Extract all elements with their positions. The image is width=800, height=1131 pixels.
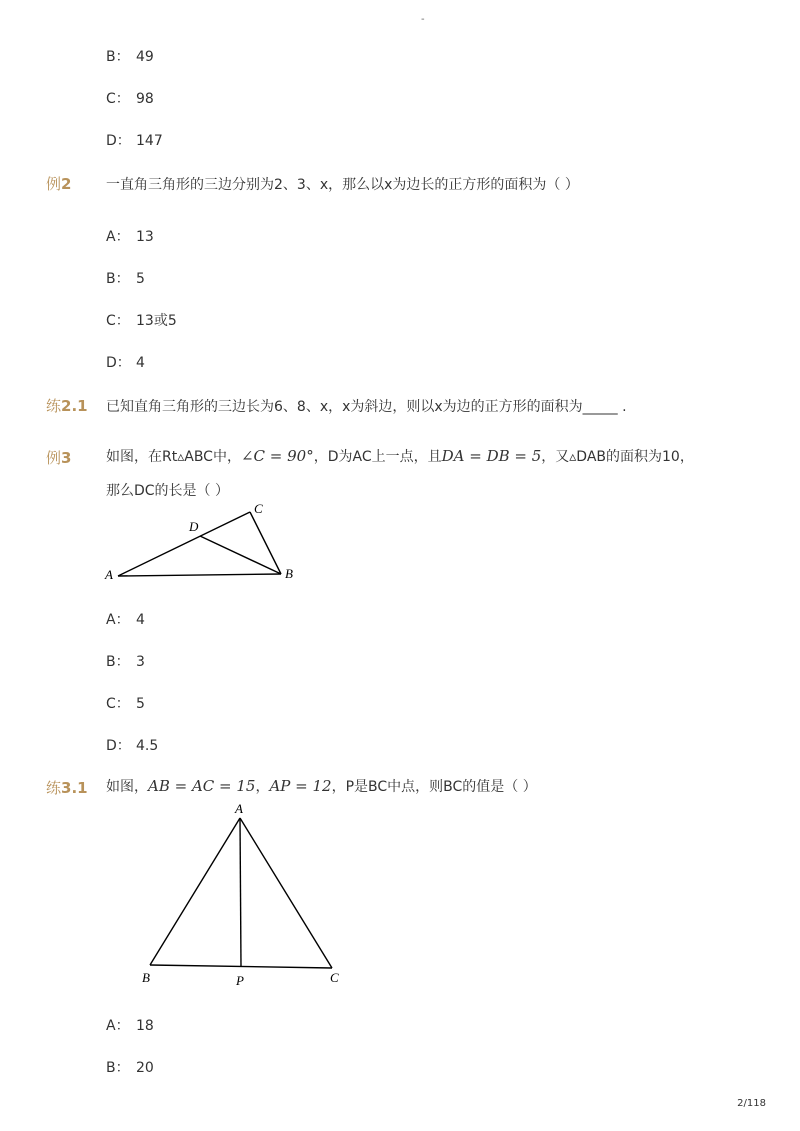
vertex-label-b: B [285, 566, 293, 581]
header-mark: - [421, 14, 425, 25]
question-part: ，D为AC上一点，且 [313, 449, 442, 465]
question-part: 如图，在Rt▵ABC中， [106, 449, 241, 465]
option-value: 5 [136, 696, 145, 712]
tag-number: 3 [61, 449, 72, 467]
option-value: 13或5 [136, 313, 177, 329]
option-b[interactable] [106, 268, 145, 288]
question-part: ，又▵DAB的面积为10， [541, 449, 694, 465]
question-part: ， [255, 779, 270, 795]
option-value: 4 [136, 355, 145, 371]
question-text: 一直角三角形的三边分别为2、3、x，那么以x为边长的正方形的面积为（ ） [106, 177, 579, 193]
triangle-figure-abd [100, 500, 310, 590]
option-label: A： [106, 1018, 130, 1034]
segment-ac [240, 818, 332, 968]
option-a[interactable] [106, 226, 154, 246]
example-tag [46, 173, 71, 194]
vertex-label-c: C [254, 501, 263, 516]
option-label: B： [106, 271, 130, 287]
option-label: C： [106, 696, 130, 712]
tag-prefix: 练 [46, 397, 62, 415]
option-value: 4.5 [136, 738, 159, 754]
option-c[interactable] [106, 88, 154, 108]
option-d[interactable] [106, 352, 145, 372]
vertex-label-a: A [105, 567, 113, 582]
tag-prefix: 练 [46, 779, 62, 797]
option-value: 20 [136, 1060, 154, 1076]
triangle-figure-abc [130, 798, 360, 993]
option-value: 5 [136, 271, 145, 287]
option-label: A： [106, 612, 130, 628]
option-label: A： [106, 229, 130, 245]
tag-prefix: 例 [46, 175, 62, 193]
segment-cb [250, 512, 281, 574]
option-value: 18 [136, 1018, 154, 1034]
tag-prefix: 例 [46, 449, 62, 467]
math-expression: DA = DB = 5 [441, 447, 542, 465]
option-value: 147 [136, 133, 163, 149]
practice-tag [46, 395, 88, 416]
vertex-label-d: D [189, 519, 199, 534]
option-label: B： [106, 49, 130, 65]
segment-db [200, 536, 281, 574]
question-text-line2: 那么DC的长是（ ） [106, 483, 230, 499]
option-value: 4 [136, 612, 145, 628]
question-part: 如图， [106, 779, 148, 795]
segment-ab [118, 574, 281, 576]
option-d[interactable] [106, 130, 163, 150]
option-label: C： [106, 91, 130, 107]
math-expression: AB = AC = 15 [148, 777, 256, 795]
question-text [106, 446, 694, 466]
practice-tag [46, 777, 88, 798]
option-d[interactable] [106, 735, 158, 755]
option-a[interactable] [106, 609, 145, 629]
option-label: D： [106, 133, 131, 149]
option-label: D： [106, 355, 131, 371]
option-label: D： [106, 738, 131, 754]
segment-ac [118, 512, 250, 576]
vertex-label-p: P [236, 973, 244, 988]
example-tag [46, 447, 71, 468]
page-number: 2/118 [737, 1098, 766, 1109]
option-label: B： [106, 654, 130, 670]
question-part: ，P是BC中点，则BC的值是（ ） [331, 779, 537, 795]
option-value: 13 [136, 229, 154, 245]
option-value: 98 [136, 91, 154, 107]
segment-ab [150, 818, 240, 965]
option-label: C： [106, 313, 130, 329]
option-c[interactable] [106, 693, 145, 713]
option-b[interactable] [106, 1057, 154, 1077]
option-b[interactable] [106, 651, 145, 671]
math-expression: AP = 12 [269, 777, 332, 795]
option-value: 3 [136, 654, 145, 670]
math-expression: ∠C = 90° [240, 447, 314, 465]
tag-number: 2.1 [61, 397, 88, 415]
segment-ap [240, 818, 241, 967]
option-label: B： [106, 1060, 130, 1076]
vertex-label-b: B [142, 970, 150, 985]
tag-number: 2 [61, 175, 72, 193]
option-value: 49 [136, 49, 154, 65]
tag-number: 3.1 [61, 779, 88, 797]
option-c[interactable] [106, 310, 177, 330]
option-a[interactable] [106, 1015, 154, 1035]
option-b[interactable] [106, 46, 154, 66]
question-text [106, 776, 537, 796]
question-text: 已知直角三角形的三边长为6、8、x，x为斜边，则以x为边的正方形的面积为_____ . [106, 399, 627, 415]
vertex-label-c: C [330, 970, 339, 985]
vertex-label-a: A [235, 801, 243, 816]
